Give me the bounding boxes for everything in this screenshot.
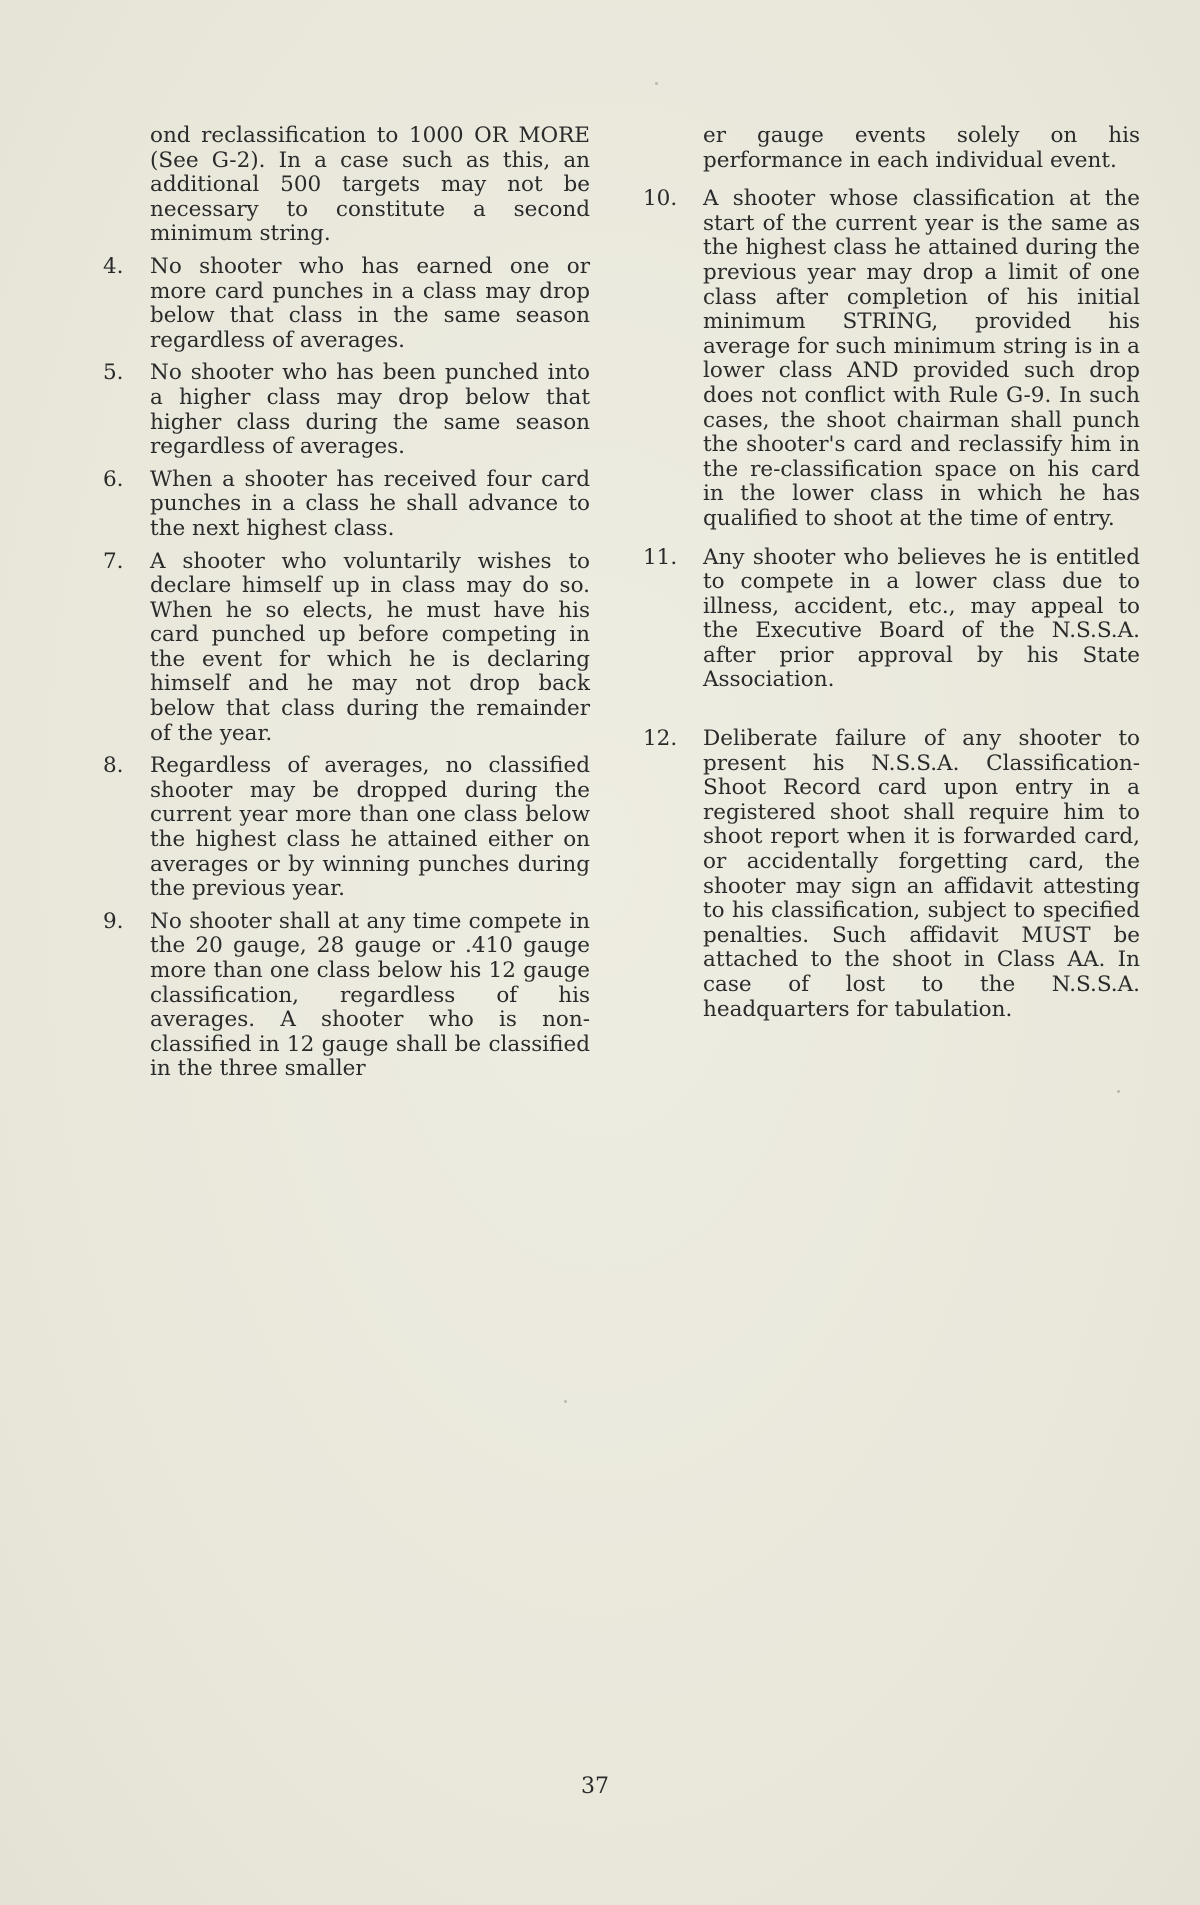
rule-text: When a shooter has received four card punches in a class he shall advance to the next highest class. xyxy=(150,466,590,541)
rule-text: No shooter who has earned one or more card punches in a class may drop below that class in the same season regardless of averages. xyxy=(150,253,590,353)
rule-text: Deliberate failure of any shooter to present his N.S.S.A. Classification-Shoot Record card upon entry in a registered shoot shall require him to shoot report when it is forwarded card, or accidentally forgetting card, the shooter may sign an affidavit attesting to his classification, subject to specified penalties. Such affidavit MUST be attached to the shoot in Class AA. In case of lost to the N.S.S.A. headquarters for tabulation. xyxy=(703,726,1140,1022)
rule-7 xyxy=(103,550,590,747)
rule-text: No shooter who has been punched into a higher class may drop below that higher class during the same season regardless of averages. xyxy=(150,360,590,460)
rule-number: 12. xyxy=(643,726,678,752)
rule-6 xyxy=(103,468,590,542)
paper-speck xyxy=(564,1400,567,1403)
rule-5 xyxy=(103,361,590,459)
paper-speck xyxy=(655,82,658,85)
rule-text: A shooter whose classification at the start of the current year is the same as the highest class he attained during the previous year may drop a limit of one class after completion of his initial minimum STRING, provided his average for such minimum string is in a lower class AND provided such drop does not conflict with Rule G-9. In such cases, the shoot chairman shall punch the shooter's card and reclassify him in the re-classification space on his card in the lower class in which he has qualified to shoot at the time of entry. xyxy=(703,186,1140,531)
right-column xyxy=(643,124,1140,1030)
rule-9 xyxy=(103,910,590,1082)
right-continuation-paragraph: er gauge events solely on his performance in each individual event. xyxy=(703,123,1140,173)
rule-number: 7. xyxy=(103,548,124,574)
left-continuation-paragraph: ond reclassification to 1000 OR MORE (See G-2). In a case such as this, an additional 500 targets may not be necessary to constitute a second minimum string. xyxy=(150,123,590,247)
rule-10 xyxy=(643,187,1140,531)
rule-12 xyxy=(643,727,1140,1022)
rule-11 xyxy=(643,546,1140,694)
left-column xyxy=(103,124,590,1090)
rule-number: 9. xyxy=(103,908,124,934)
rule-8 xyxy=(103,754,590,902)
rule-number: 11. xyxy=(643,544,678,570)
rule-number: 8. xyxy=(103,753,124,779)
rule-text: Regardless of averages, no classified shooter may be dropped during the current year more than one class below the highest class he attained either on averages or by winning punches during the previous year. xyxy=(150,753,590,902)
rule-number: 10. xyxy=(643,186,678,212)
rule-text: No shooter shall at any time compete in the 20 gauge, 28 gauge or .410 gauge more than one class below his 12 gauge classification, regardless of his averages. A shooter who is non-classified in 12 gauge shall be classified in the three smaller xyxy=(150,908,590,1082)
rule-number: 4. xyxy=(103,253,124,279)
rule-number: 6. xyxy=(103,466,124,492)
rule-number: 5. xyxy=(103,360,124,386)
paper-speck xyxy=(1117,1090,1120,1093)
page-number: 37 xyxy=(581,1774,609,1799)
rule-text: Any shooter who believes he is entitled to compete in a lower class due to illness, accident, etc., may appeal to the Executive Board of the N.S.S.A. after prior approval by his State Association. xyxy=(703,544,1140,693)
rule-text: A shooter who voluntarily wishes to declare himself up in class may do so. When he so elects, he must have his card punched up before competing in the event for which he is declaring himself and he may not drop back below that class during the remainder of the year. xyxy=(150,548,590,746)
rule-4 xyxy=(103,255,590,353)
